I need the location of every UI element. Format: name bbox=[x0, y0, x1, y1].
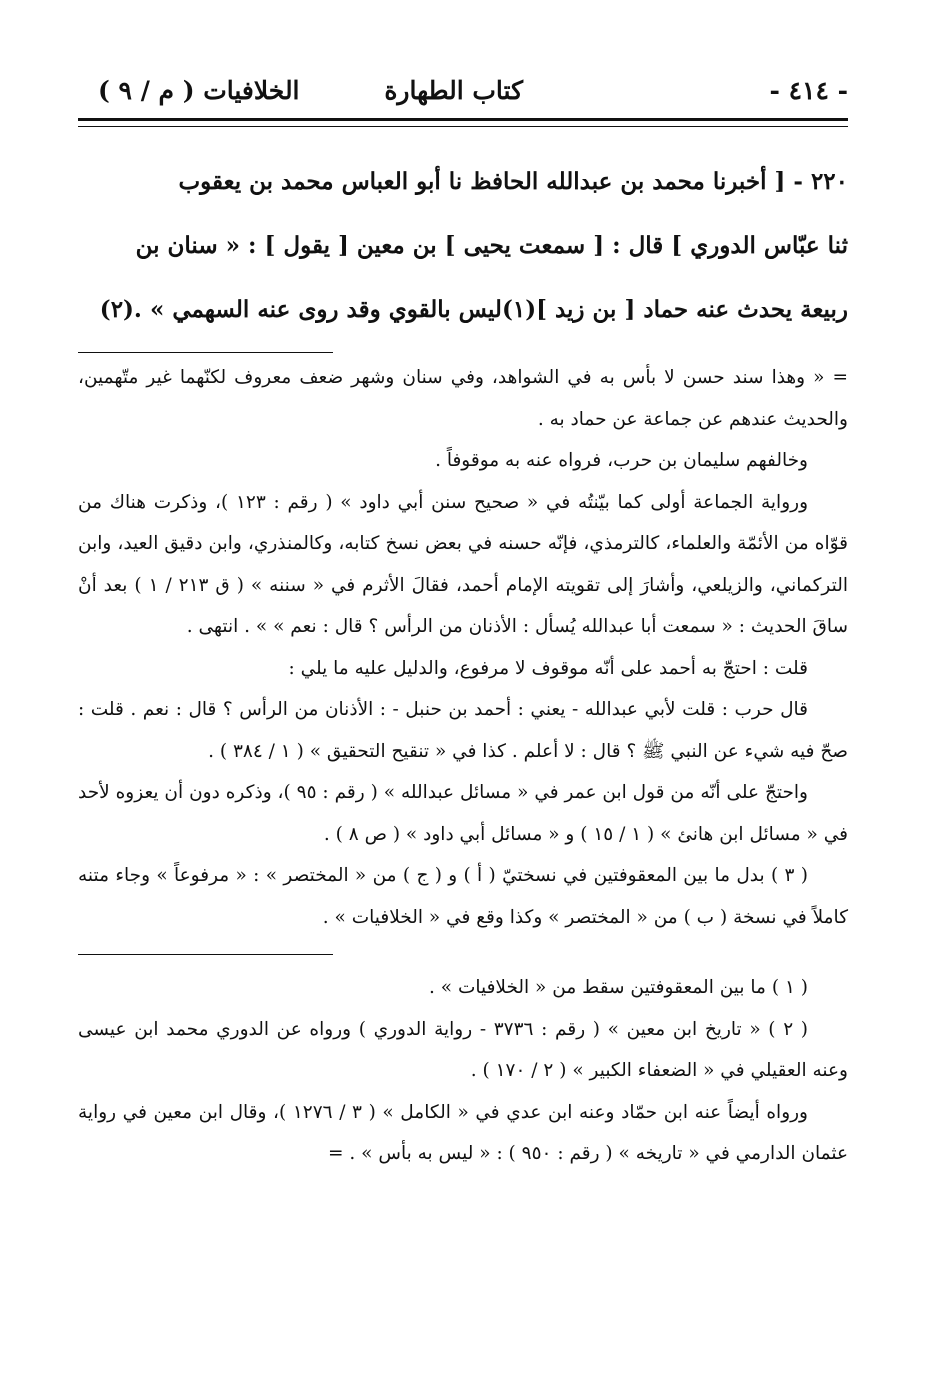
continued-notes bbox=[78, 357, 848, 938]
footnote: ( ١ ) ما بين المعقوفتين سقط من « الخلافيات » . bbox=[428, 977, 808, 998]
book-title: كتاب الطهارة bbox=[384, 76, 523, 105]
note-paragraph: واحتجّ على أنّه من قول ابن عمر في « مسائل عبدالله » ( رقم : ٩٥ )، وذكره دون أن يعزوه لأحد في « مسائل ابن هانئ » ( ١ / ١٥ ) و « مسائل أبي داود » ( ص ٨ ) . bbox=[78, 782, 848, 845]
footnote: ( ٢ ) « تاريخ ابن معين » ( رقم : ٣٧٣٦ - رواية الدوري ) ورواه عن الدوري محمد ابن عيسى وعنه العقيلي في « الضعفاء الكبير » ( ٢ / ١٧٠ ) . bbox=[78, 1018, 848, 1081]
note-paragraph: ( ٣ ) بدل ما بين المعقوفتين في نسختيّ ( أ ) و ( ج ) من « المختصر » : « مرفوعاً » وجاء متنه كاملاً في نسخة ( ب ) من « المختصر » وكذا وقع في « الخلافيات » . bbox=[78, 865, 848, 928]
page-number: - ٤١٤ - bbox=[769, 76, 848, 105]
note-paragraph: قلت : احتجّ به أحمد على أنّه موقوف لا مرفوع، والدليل عليه ما يلي : bbox=[288, 657, 808, 679]
footnote-separator bbox=[78, 954, 333, 955]
footnote-separator bbox=[78, 352, 333, 353]
book-page bbox=[78, 60, 848, 1175]
footnote: ورواه أيضاً عنه ابن حمّاد وعنه ابن عدي في « الكامل » ( ٣ / ١٢٧٦ )، وقال ابن معين في رواية عثمان الدارمي في « تاريخه » ( رقم : ٩٥٠ ) : « ليس به بأس » . = bbox=[78, 1101, 848, 1164]
section-title: الخلافيات ( م / ٩ ) bbox=[98, 76, 300, 105]
page-header bbox=[78, 60, 848, 126]
header-rule-thin bbox=[78, 126, 848, 127]
note-paragraph: = « وهذا سند حسن لا بأس به في الشواهد، وفي سنان وشهر ضعف معروف لكنّهما غير متّهمين، والحديث عندهم عن جماعة عن حماد به . bbox=[78, 367, 848, 430]
note-paragraph: قال حرب : قلت لأبي عبدالله - يعني : أحمد بن حنبل - : الأذنان من الرأس ؟ قال : نعم . قلت : صحّ فيه شيء عن النبي ﷺ ؟ قال : لا أعلم . كذا في « تنقيح التحقيق » ( ١ / ٣٨٤ ) . bbox=[78, 699, 848, 762]
footnotes bbox=[78, 967, 848, 1175]
note-paragraph: ورواية الجماعة أولى كما بيّنتُه في « صحيح سنن أبي داود » ( رقم : ١٢٣ )، وذكرت هناك من قوّاه من الأئمّة والعلماء، كالترمذي، فإنّه حسنه في بعض نسخ كتابه، وكالمنذري، وابن دقيق العيد، وابن التركماني، والزيلعي، وأشارَ إلى تقويته الإمام أحمد، فقالَ الأثرم في « سننه » ( ق ٢١٣ / ١ ) بعد أنْ ساقَ الحديث : « سمعت أبا عبدالله يُسأل : الأذنان من الرأس ؟ قال : نعم » » . انتهى . bbox=[78, 491, 848, 637]
note-paragraph: وخالفهم سليمان بن حرب، فرواه عنه به موقوفاً . bbox=[435, 450, 808, 471]
main-line: ثنا عبّاس الدوري ] قال : [ سمعت يحيى ] بن معين [ يقول ] : « سنان بن bbox=[135, 232, 848, 259]
main-text bbox=[78, 150, 848, 342]
main-line: ربيعة يحدث عنه حماد [ بن زيد ](١)ليس بالقوي وقد روى عنه السهمي » .(٢) bbox=[99, 296, 848, 323]
header-rule-thick bbox=[78, 118, 848, 121]
main-line: ٢٢٠ - [ أخبرنا محمد بن عبدالله الحافظ نا أبو العباس محمد بن يعقوب bbox=[178, 168, 848, 195]
